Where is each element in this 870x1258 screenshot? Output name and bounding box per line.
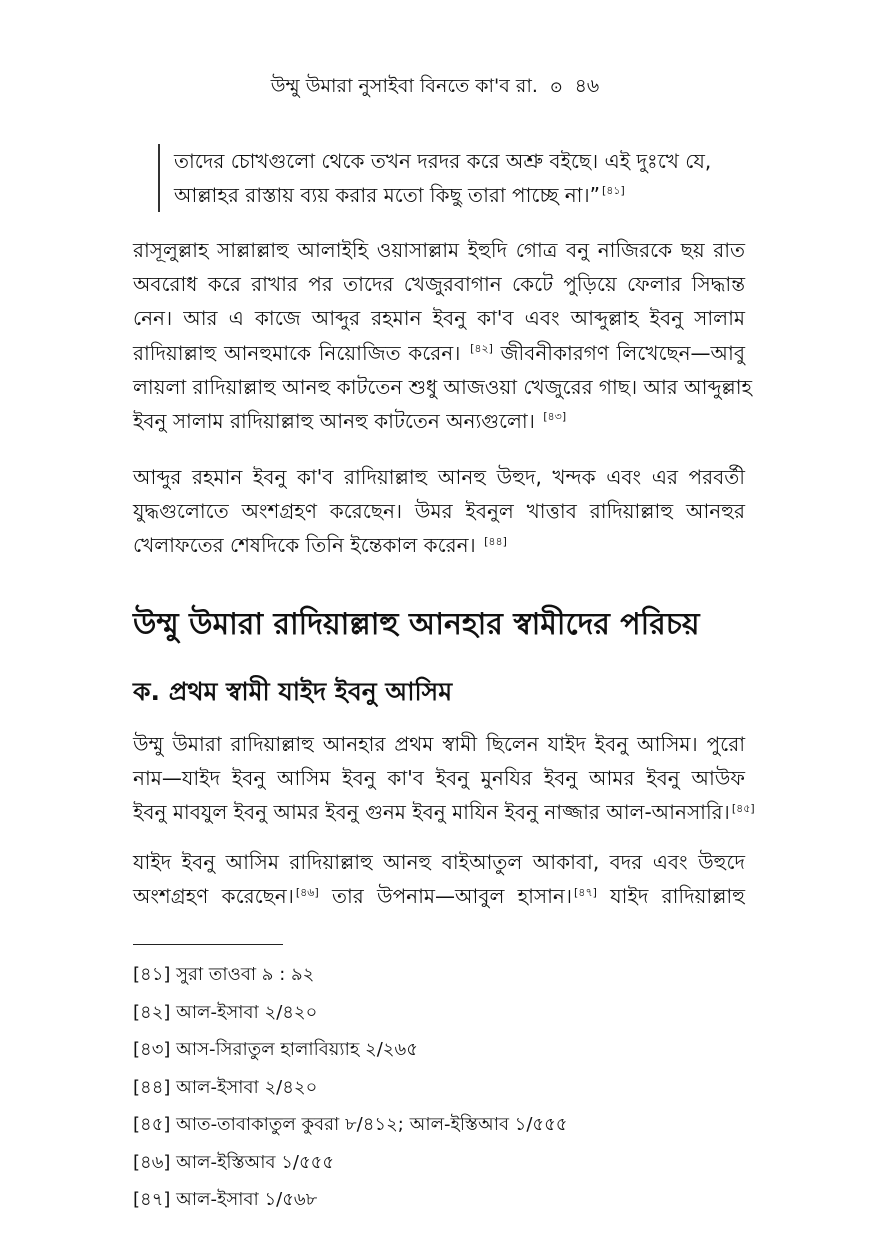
footnote-ref[interactable]: [৪৩] [543,410,567,424]
paragraph-line: উম্মু উমারা রাদিয়াল্লাহু আনহার প্রথম স্বামী ছিলেন যাইদ ইবনু আসিম। পুরো [133,732,745,756]
header-separator-icon: ⊙ [549,78,563,96]
paragraph-line: নাম—যাইদ ইবনু আসিম ইবনু কা'ব ইবনু মুনযির ইবনু আমর ইবনু আউফ [133,766,745,791]
paragraph-line [133,795,755,829]
footnote-item: [৪৩] আস-সিরাতুল হালাবিয়্যাহ ২/২৬৫ [133,1039,418,1060]
paragraph [133,460,745,563]
paragraph-line: লায়লা রাদিয়াল্লাহু আনহু কাটতেন শুধু আজওয়া খেজুরের গাছ। আর আব্দুল্লাহ [133,374,753,399]
paragraph-line: নেন। আর এ কাজে আব্দুর রহমান ইবনু কা'ব এবং আব্দুল্লাহ ইবনু সালাম [133,306,745,331]
paragraph [133,233,753,438]
paragraph-line [133,404,745,438]
page-number: ৪৬ [574,75,600,97]
paragraph-text: রাদিয়াল্লাহু আনহুমাকে নিয়োজিত করেন। [133,340,461,365]
paragraph-text: জীবনীকারগণ লিখেছেন—আবু [500,340,746,365]
quote-text: আল্লাহর রাস্তায় ব্যয় করার মতো কিছু তারা পাচ্ছে না।” [174,183,600,207]
paragraph [133,727,755,830]
paragraph-line: অবরোধ করে রাখার পর তাদের খেজুরবাগান কেটে পুড়িয়ে ফেলার সিদ্ধান্ত [133,272,745,297]
footnote-item: [৪১] সুরা তাওবা ৯ : ৯২ [133,964,315,985]
running-header [0,72,870,101]
block-quote [158,144,754,212]
quote-line: তাদের চোখগুলো থেকে তখন দরদর করে অশ্রু বইছে। এই দুঃখে যে, [174,149,712,173]
footnote-item: [৪৪] আল-ইসাবা ২/৪২০ [133,1076,318,1098]
footnotes [133,956,753,1219]
paragraph-line: যুদ্ধগুলোতে অংশগ্রহণ করেছেন। উমর ইবনুল খাত্তাব রাদিয়াল্লাহু আনহুর [133,499,745,524]
footnote-ref[interactable]: [৪৪] [484,534,507,548]
subsection-heading: ক. প্রথম স্বামী যাইদ ইবনু আসিম [133,677,453,706]
footnote-item: [৪৫] আত-তাবাকাতুল কুবরা ৮/৪১২; আল-ইস্তিআব ১/৫৫৫ [133,1114,568,1135]
paragraph [133,845,745,913]
paragraph-line: আব্দুর রহমান ইবনু কা'ব রাদিয়াল্লাহু আনহু উহুদ, খন্দক এবং এর পরবর্তী [133,465,745,489]
header-title: উম্মু উমারা নুসাইবা বিনতে কা'ব রা. [270,75,538,97]
paragraph-line: রাসূলুল্লাহ সাল্লাল্লাহু আলাইহি ওয়াসাল্লাম ইহুদি গোত্র বনু নাজিরকে ছয় রাত [133,238,745,262]
paragraph-text: অংশগ্রহণ করেছেন। [133,884,294,909]
paragraph-line [133,528,745,562]
section-heading: উম্মু উমারা রাদিয়াল্লাহু আনহার স্বামীদের পরিচয় [133,607,700,642]
footnote-ref[interactable]: [৪২] [470,341,493,355]
paragraph-text: যাইদ রাদিয়াল্লাহু [610,884,745,909]
paragraph-line [133,879,745,913]
footnote-item: [৪৭] আল-ইসাবা ১/৫৬৮ [133,1189,318,1210]
footnote-ref[interactable]: [৪৭] [574,885,597,899]
footnote-item: [৪২] আল-ইসাবা ২/৪২০ [133,1001,318,1023]
paragraph-text: ইবনু মাবযুল ইবনু আমর ইবনু গুনম ইবনু মাযিন ইবনু নাজ্জার আল-আনসারি। [133,800,730,825]
paragraph-text: খেলাফতের শেষদিকে তিনি ইন্তেকাল করেন। [133,533,476,558]
paragraph-line: যাইদ ইবনু আসিম রাদিয়াল্লাহু আনহু বাইআতুল আকাবা, বদর এবং উহুদে [133,850,745,874]
quote-line [174,178,754,212]
footnote-item: [৪৬] আল-ইস্তিআব ১/৫৫৫ [133,1151,335,1173]
footnote-ref[interactable]: [৪১] [601,184,625,198]
paragraph-line [133,336,745,370]
footnote-divider [133,944,283,945]
footnote-ref[interactable]: [৪৬] [295,885,319,899]
paragraph-text: তার উপনাম—আবুল হাসান। [331,884,573,909]
footnote-ref[interactable]: [৪৫] [731,801,755,815]
paragraph-text: ইবনু সালাম রাদিয়াল্লাহু আনহু কাটতেন অন্যগুলো। [133,408,535,433]
